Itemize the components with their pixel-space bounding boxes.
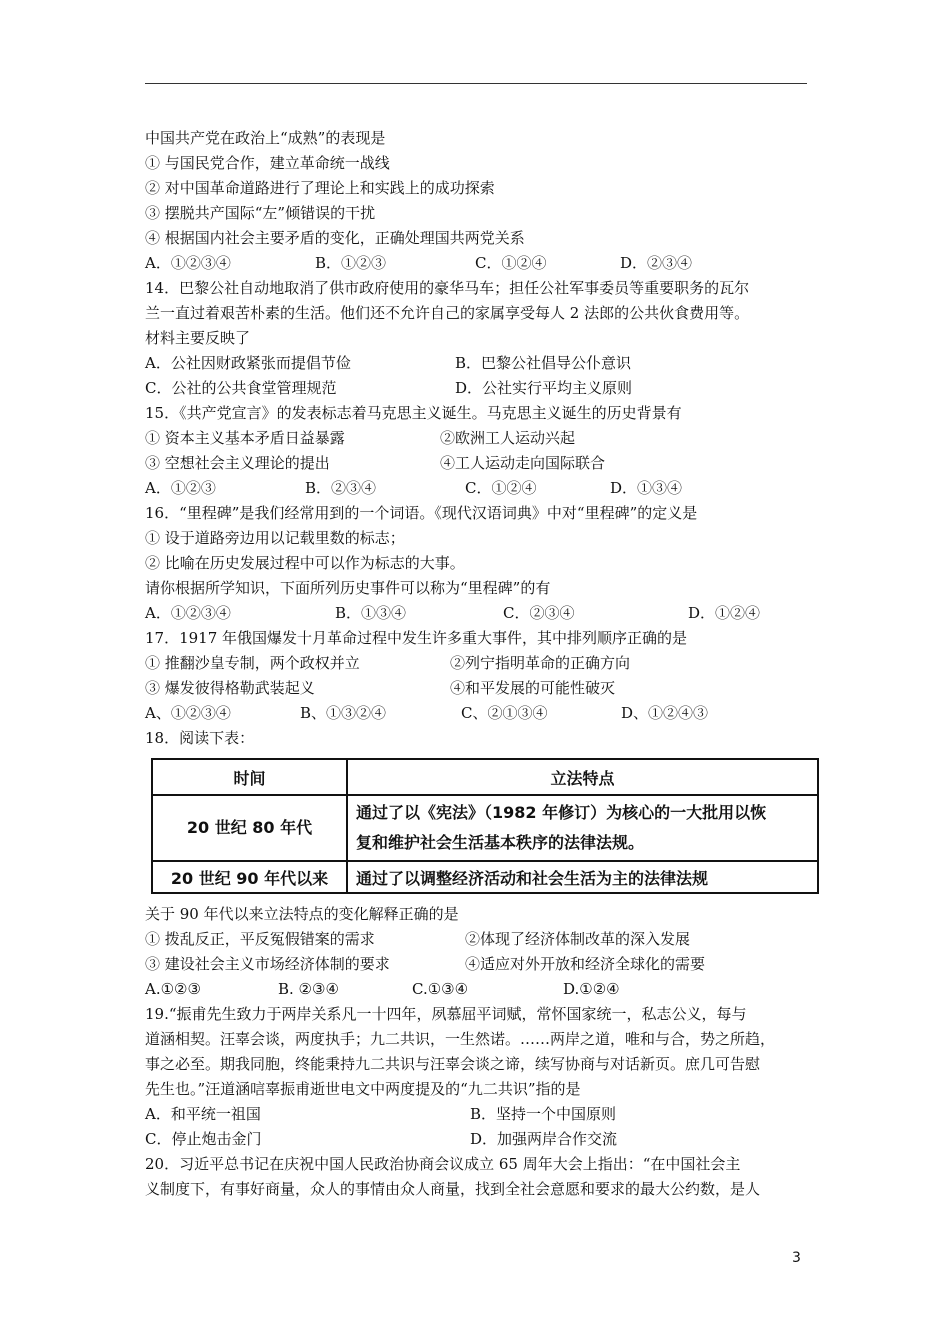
q15-option-a: A．①②③	[145, 479, 216, 497]
q13-item-3: ③ 摆脱共产国际“左”倾错误的干扰	[145, 204, 376, 222]
q13-options	[145, 251, 815, 276]
table-cell-feature	[347, 795, 818, 861]
q19-line-3: 事之必至。期我同胞，终能秉持九二共识与汪辜会谈之谛，续写协商与对话新页。庶几可告慰	[145, 1055, 761, 1073]
q17-options	[145, 701, 815, 726]
q18-item-1: ① 拨乱反正，平反冤假错案的需求	[145, 930, 375, 948]
q18-items-34	[145, 952, 815, 977]
q13-item-4: ④ 根据国内社会主要矛盾的变化，正确处理国共两党关系	[145, 229, 525, 247]
table-header-feature: 立法特点	[347, 759, 818, 795]
q16-option-d: D．①②④	[688, 604, 761, 622]
q19-line-4: 先生也。”汪道涵唁辜振甫逝世电文中两度提及的“九二共识”指的是	[145, 1080, 581, 1098]
q15-items-12	[145, 426, 815, 451]
q15-items-34	[145, 451, 815, 476]
q17-option-c: C、②①③④	[461, 704, 548, 722]
q18-item-3: ③ 建设社会主义市场经济体制的要求	[145, 955, 390, 973]
q14-line-1: 14．巴黎公社自动地取消了供市政府使用的豪华马车；担任公社军事委员等重要职务的瓦尔	[145, 279, 750, 297]
q16-option-c: C．②③④	[503, 604, 575, 622]
table-cell-feature: 通过了以调整经济活动和社会生活为主的法律法规	[347, 861, 818, 893]
q13-item-1: ① 与国民党合作，建立革命统一战线	[145, 154, 390, 172]
question-17-stem: 17．1917 年俄国爆发十月革命过程中发生许多重大事件，其中排列顺序正确的是	[145, 629, 688, 647]
q18-option-b: B. ②③④	[278, 980, 339, 998]
q14-option-c: C．公社的公共食堂管理规范	[145, 379, 337, 397]
q14-options-ab	[145, 351, 815, 376]
q14-option-d: D．公社实行平均主义原则	[455, 379, 633, 397]
table-header-time: 时间	[152, 759, 347, 795]
table-cell-feature-line: 通过了以《宪法》（1982 年修订）为核心的一大批用以恢	[356, 803, 767, 822]
q13-item-2: ② 对中国革命道路进行了理论上和实践上的成功探索	[145, 179, 495, 197]
q20-line-2: 义制度下，有事好商量，众人的事情由众人商量，找到全社会意愿和要求的最大公约数，是人	[145, 1180, 761, 1198]
table-cell-time: 20 世纪 90 年代以来	[152, 861, 347, 893]
q19-option-a: A．和平统一祖国	[145, 1105, 261, 1123]
q17-item-4: ④和平发展的可能性破灭	[450, 679, 616, 697]
q15-item-2: ②欧洲工人运动兴起	[440, 429, 576, 447]
q17-option-a: A、①②③④	[145, 704, 231, 722]
header-rule	[145, 83, 807, 84]
q18-option-c: C.①③④	[412, 980, 469, 998]
table-cell-feature-line: 复和维护社会生活基本秩序的法律法规。	[356, 833, 645, 852]
q19-options-ab	[145, 1102, 815, 1127]
q18-option-a: A.①②③	[145, 980, 201, 998]
q14-option-a: A．公社因财政紧张而提倡节俭	[145, 354, 351, 372]
q18-item-4: ④适应对外开放和经济全球化的需要	[465, 955, 706, 973]
q15-options	[145, 476, 815, 501]
table-cell-time: 20 世纪 80 年代	[152, 795, 347, 861]
q19-line-1: 19.“振甫先生致力于两岸关系凡一十四年，夙慕屈平词赋，常怀国家统一，私志公义，每与	[145, 1005, 747, 1023]
q16-prompt: 请你根据所学知识，下面所列历史事件可以称为“里程碑”的有	[145, 579, 551, 597]
q17-option-d: D、①②④③	[621, 704, 709, 722]
q18-option-d: D.①②④	[563, 980, 620, 998]
q16-option-a: A．①②③④	[145, 604, 231, 622]
q13-option-d: D．②③④	[620, 254, 693, 272]
q15-item-3: ③ 空想社会主义理论的提出	[145, 454, 330, 472]
q15-option-b: B．②③④	[305, 479, 377, 497]
table-header-row	[152, 759, 818, 795]
q15-option-d: D．①③④	[610, 479, 683, 497]
page-content	[145, 126, 815, 1202]
q13-option-c: C．①②④	[475, 254, 547, 272]
legislation-table	[151, 758, 819, 894]
q15-item-1: ① 资本主义基本矛盾日益暴露	[145, 429, 345, 447]
q17-option-b: B、①③②④	[300, 704, 387, 722]
q18-question: 关于 90 年代以来立法特点的变化解释正确的是	[145, 905, 459, 923]
q14-options-cd	[145, 376, 815, 401]
q17-item-3: ③ 爆发彼得格勒武装起义	[145, 679, 315, 697]
q14-option-b: B．巴黎公社倡导公仆意识	[455, 354, 632, 372]
question-18-stem: 18．阅读下表：	[145, 729, 255, 747]
q17-items-12	[145, 651, 815, 676]
q19-options-cd	[145, 1127, 815, 1152]
q19-line-2: 道涵相契。汪辜会谈，两度执手；九二共识，一生然诺。……两岸之道，唯和与合，势之所趋，	[145, 1030, 776, 1048]
q18-item-2: ②体现了经济体制改革的深入发展	[465, 930, 691, 948]
q17-item-1: ① 推翻沙皇专制，两个政权并立	[145, 654, 360, 672]
question-13-stem: 中国共产党在政治上“成熟”的表现是	[145, 129, 386, 147]
q14-line-3: 材料主要反映了	[145, 329, 251, 347]
q19-option-c: C．停止炮击金门	[145, 1130, 262, 1148]
q15-option-c: C．①②④	[465, 479, 537, 497]
q18-options	[145, 977, 815, 1002]
table-row	[152, 861, 818, 893]
q16-option-b: B．①③④	[335, 604, 407, 622]
q13-option-b: B．①②③	[315, 254, 387, 272]
q13-option-a: A．①②③④	[145, 254, 231, 272]
q16-item-2: ② 比喻在历史发展过程中可以作为标志的大事。	[145, 554, 465, 572]
q18-items-12	[145, 927, 815, 952]
legislation-table-image	[151, 758, 819, 894]
q16-item-1: ① 设于道路旁边用以记载里数的标志；	[145, 529, 405, 547]
page-number: 3	[792, 1250, 801, 1266]
q17-item-2: ②列宁指明革命的正确方向	[450, 654, 631, 672]
q15-item-4: ④工人运动走向国际联合	[440, 454, 606, 472]
question-15-stem: 15．《共产党宣言》的发表标志着马克思主义诞生。马克思主义诞生的历史背景有	[145, 404, 682, 422]
q14-line-2: 兰一直过着艰苦朴素的生活。他们还不允许自己的家属享受每人 2 法郎的公共伙食费用等。	[145, 304, 750, 322]
q19-option-b: B．坚持一个中国原则	[470, 1105, 617, 1123]
q19-option-d: D．加强两岸合作交流	[470, 1130, 618, 1148]
table-row	[152, 795, 818, 861]
q20-line-1: 20．习近平总书记在庆祝中国人民政治协商会议成立 65 周年大会上指出：“在中国社会主	[145, 1155, 741, 1173]
q17-items-34	[145, 676, 815, 701]
question-16-stem: 16．“里程碑”是我们经常用到的一个词语。《现代汉语词典》中对“里程碑”的定义是	[145, 504, 698, 522]
q16-options	[145, 601, 815, 626]
